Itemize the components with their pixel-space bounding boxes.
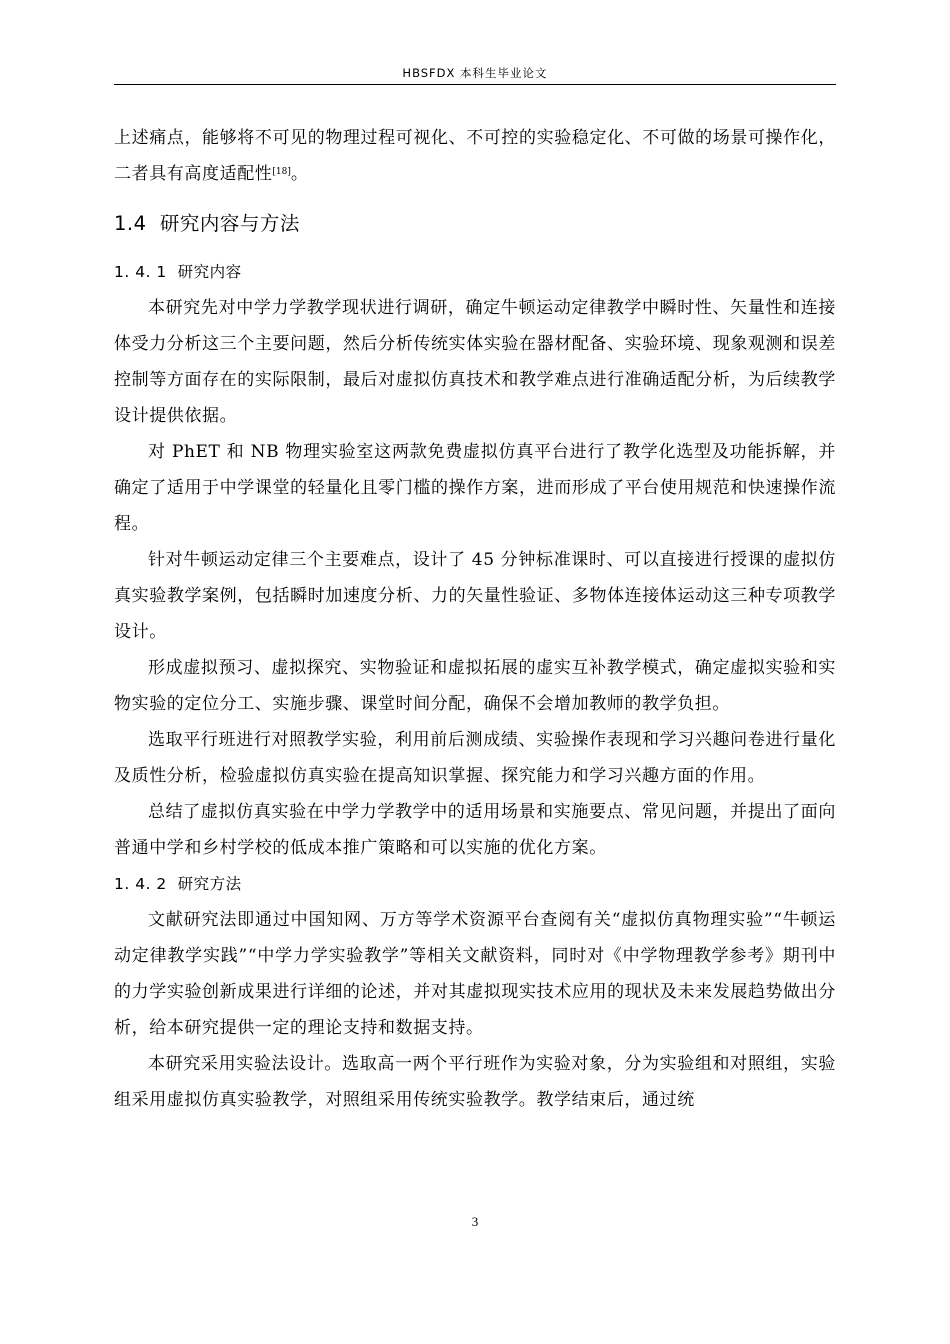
subsection-title: 研究方法 (177, 875, 242, 893)
page-body (114, 120, 836, 1118)
body-paragraph: 选取平行班进行对照教学实验，利用前后测成绩、实验操作表现和学习兴趣问卷进行量化及质性分析，检验虚拟仿真实验在提高知识掌握、探究能力和学习兴趣方面的作用。 (114, 730, 836, 786)
subsection-heading-1-4-2 (114, 866, 836, 902)
subsection-title: 研究内容 (177, 263, 242, 281)
intro-end: 。 (290, 164, 309, 184)
citation-ref: [18] (272, 167, 291, 178)
body-paragraph: 对 PhET 和 NB 物理实验室这两款免费虚拟仿真平台进行了教学化选型及功能拆解，并确定了适用于中学课堂的轻量化且零门槛的操作方案，进而形成了平台使用规范和快速操作流程。 (114, 442, 836, 534)
body-paragraph: 总结了虚拟仿真实验在中学力学教学中的适用场景和实施要点、常见问题，并提出了面向普通中学和乡村学校的低成本推广策略和可以实施的优化方案。 (114, 802, 836, 858)
running-header: HBSFDX 本科生毕业论文 (402, 66, 548, 80)
header-divider (114, 84, 836, 85)
body-paragraph: 文献研究法即通过中国知网、万方等学术资源平台查阅有关“虚拟仿真物理实验”“牛顿运动定律教学实践”“中学力学实验教学”等相关文献资料，同时对《中学物理教学参考》期刊中的力学实验创新成果进行详细的论述，并对其虚拟现实技术应用的现状及未来发展趋势做出分析，给本研究提供一定的理论支持和数据支持。 (114, 910, 836, 1038)
body-paragraph: 本研究采用实验法设计。选取高一两个平行班作为实验对象，分为实验组和对照组，实验组采用虚拟仿真实验教学，对照组采用传统实验教学。教学结束后，通过统 (114, 1054, 836, 1110)
intro-paragraph (114, 120, 836, 192)
intro-text: 上述痛点，能够将不可见的物理过程可视化、不可控的实验稳定化、不可做的场景可操作化，二者具有高度适配性 (114, 128, 836, 184)
section-number: 1.4 (114, 212, 147, 235)
section-title: 研究内容与方法 (159, 212, 300, 235)
body-paragraph: 形成虚拟预习、虚拟探究、实物验证和虚拟拓展的虚实互补教学模式，确定虚拟实验和实物实验的定位分工、实施步骤、课堂时间分配，确保不会增加教师的教学负担。 (114, 658, 836, 714)
subsection-heading-1-4-1 (114, 254, 836, 290)
section-heading-1-4 (114, 206, 836, 242)
body-paragraph: 针对牛顿运动定律三个主要难点，设计了 45 分钟标准课时、可以直接进行授课的虚拟仿真实验教学案例，包括瞬时加速度分析、力的矢量性验证、多物体连接体运动这三种专项教学设计。 (114, 550, 836, 642)
subsection-number: 1. 4. 1 (114, 263, 167, 281)
subsection-number: 1. 4. 2 (114, 875, 167, 893)
body-paragraph: 本研究先对中学力学教学现状进行调研，确定牛顿运动定律教学中瞬时性、矢量性和连接体受力分析这三个主要问题，然后分析传统实体实验在器材配备、实验环境、现象观测和误差控制等方面存在的实际限制，最后对虚拟仿真技术和教学难点进行准确适配分析，为后续教学设计提供依据。 (114, 298, 836, 426)
page-number: 3 (471, 1214, 479, 1229)
